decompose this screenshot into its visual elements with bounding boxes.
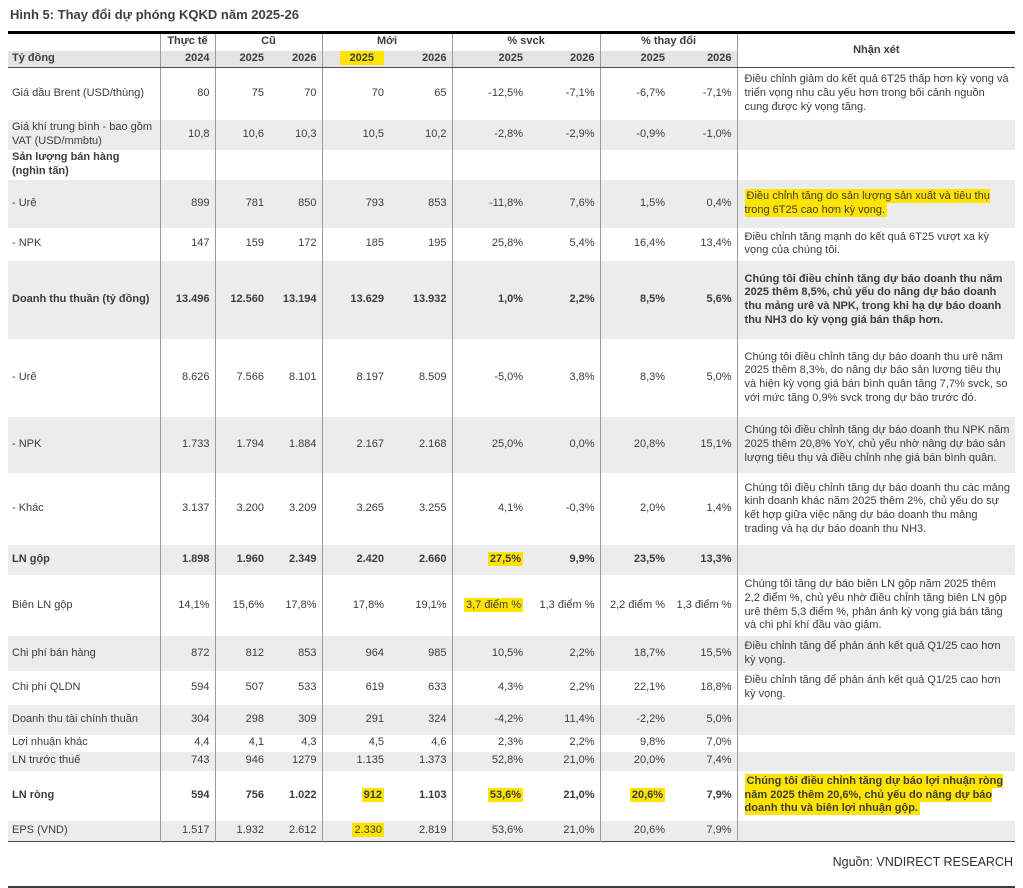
cell-value: 2,2% bbox=[528, 636, 600, 671]
cell-value: 13.194 bbox=[269, 261, 322, 339]
cell-value: 309 bbox=[269, 705, 322, 735]
cell-value: 13.932 bbox=[389, 261, 452, 339]
cell-value: 15,1% bbox=[670, 417, 737, 473]
cell-value: 2.168 bbox=[389, 417, 452, 473]
cell-value: 964 bbox=[322, 636, 389, 671]
table-row-brent bbox=[8, 68, 1015, 120]
cell-value: 4,3 bbox=[269, 735, 322, 752]
cell-value: 5,0% bbox=[670, 339, 737, 417]
cell-value: 3,8% bbox=[528, 339, 600, 417]
cell-value: 12.560 bbox=[215, 261, 269, 339]
cell-value: -0,9% bbox=[600, 120, 670, 150]
cell-value: 1.884 bbox=[269, 417, 322, 473]
cell-value: 594 bbox=[160, 771, 215, 821]
table-row-urea-revenue bbox=[8, 339, 1015, 417]
cell-value bbox=[452, 575, 528, 636]
row-label: LN ròng bbox=[8, 771, 160, 821]
header-group-actual: Thực tế bbox=[160, 33, 215, 51]
cell-value: 2.349 bbox=[269, 545, 322, 575]
cell-value: 3.137 bbox=[160, 473, 215, 545]
cell-value: 2,2% bbox=[528, 261, 600, 339]
cell-value: 25,0% bbox=[452, 417, 528, 473]
table-row-admin-expenses bbox=[8, 671, 1015, 705]
cell-value: 9,8% bbox=[639, 736, 666, 749]
cell-value: 20,6% bbox=[600, 821, 670, 842]
highlighted-comment: Chúng tôi điều chỉnh tăng dự báo lợi nhuận ròng năm 2025 thêm 20,6%, chủ yếu do nâng dự báo doanh thu và biên lợi nhuận gộp. bbox=[744, 774, 1004, 815]
cell-value: 594 bbox=[160, 671, 215, 705]
cell-value: 17,8% bbox=[269, 575, 322, 636]
cell-value: 11,4% bbox=[528, 705, 600, 735]
cell-value: 8,3% bbox=[639, 371, 666, 384]
cell-value bbox=[670, 150, 737, 180]
cell-value: 3.209 bbox=[269, 473, 322, 545]
cell-value: 2,0% bbox=[639, 502, 666, 515]
cell-value bbox=[160, 150, 215, 180]
cell-value: 3.200 bbox=[236, 502, 264, 515]
comment-cell bbox=[737, 120, 1015, 150]
comment-cell: Điều chỉnh tăng để phản ánh kết quả Q1/25 cao hơn kỳ vọng. bbox=[744, 674, 1001, 700]
cell-value: 1,0% bbox=[452, 261, 528, 339]
cell-value bbox=[215, 150, 269, 180]
row-label: - Urê bbox=[8, 339, 160, 417]
cell-value: 15,6% bbox=[232, 598, 264, 611]
cell-value: 70 bbox=[269, 68, 322, 120]
cell-value: 4,5 bbox=[368, 736, 385, 749]
header-empty bbox=[8, 33, 160, 51]
header-year-old-2025: 2025 bbox=[215, 51, 269, 68]
cell-value: 19,1% bbox=[389, 575, 452, 636]
cell-value: 985 bbox=[389, 636, 452, 671]
row-label: Chi phí QLDN bbox=[8, 671, 160, 705]
cell-value: -6,7% bbox=[636, 86, 666, 99]
header-year-change-2025: 2025 bbox=[600, 51, 670, 68]
cell-value: 70 bbox=[371, 86, 385, 99]
comment-cell bbox=[737, 150, 1015, 180]
table-row-other-revenue bbox=[8, 473, 1015, 545]
forecast-table bbox=[8, 31, 1015, 842]
cell-value: 5,0% bbox=[670, 705, 737, 735]
cell-value: 1.898 bbox=[160, 545, 215, 575]
cell-value bbox=[452, 771, 528, 821]
cell-value: 8,5% bbox=[600, 261, 670, 339]
cell-value: 14,1% bbox=[160, 575, 215, 636]
cell-value: -4,2% bbox=[452, 705, 528, 735]
table-row-pretax-profit bbox=[8, 752, 1015, 771]
cell-value: 756 bbox=[245, 788, 264, 801]
cell-value: 7,6% bbox=[528, 180, 600, 228]
cell-value: -2,2% bbox=[600, 705, 670, 735]
cell-value: 853 bbox=[269, 636, 322, 671]
cell-value: 1,4% bbox=[670, 473, 737, 545]
cell-value: 1279 bbox=[269, 752, 322, 771]
cell-value: 7,9% bbox=[670, 821, 737, 842]
cell-value: 21,0% bbox=[528, 821, 600, 842]
cell-value: 13.496 bbox=[160, 261, 215, 339]
cell-value: 15,5% bbox=[670, 636, 737, 671]
cell-value: 4,6 bbox=[389, 735, 452, 752]
header-unit: Tỷ đồng bbox=[8, 51, 160, 68]
cell-value: -0,3% bbox=[528, 473, 600, 545]
cell-value: 5,6% bbox=[670, 261, 737, 339]
table-row-npk-volume bbox=[8, 228, 1015, 262]
cell-value: 52,8% bbox=[452, 752, 528, 771]
cell-value: 2,2% bbox=[528, 671, 600, 705]
cell-value: 743 bbox=[160, 752, 215, 771]
cell-value: 853 bbox=[389, 180, 452, 228]
table-row-gross-profit bbox=[8, 545, 1015, 575]
cell-value: 8.101 bbox=[269, 339, 322, 417]
cell-value: 10,8 bbox=[160, 120, 215, 150]
table-row-gross-margin bbox=[8, 575, 1015, 636]
header-group-change: % thay đổi bbox=[600, 33, 737, 51]
cell-value: 65 bbox=[389, 68, 452, 120]
row-label: Doanh thu tài chính thuần bbox=[8, 705, 160, 735]
highlighted-value: 3,7 điểm % bbox=[466, 598, 522, 611]
cell-value: 2.612 bbox=[269, 821, 322, 842]
cell-value: 7,4% bbox=[670, 752, 737, 771]
cell-value bbox=[322, 150, 389, 180]
cell-value: 2.167 bbox=[322, 417, 389, 473]
cell-value: 619 bbox=[365, 680, 385, 693]
highlighted-value: 20,6% bbox=[631, 788, 664, 801]
cell-value: 23,5% bbox=[600, 545, 670, 575]
highlighted-value: 912 bbox=[363, 788, 383, 801]
cell-value: 298 bbox=[215, 705, 269, 735]
comment-cell bbox=[737, 752, 1015, 771]
cell-value: 10,5% bbox=[452, 636, 528, 671]
header-group-old: Cũ bbox=[215, 33, 322, 51]
cell-value: 781 bbox=[215, 180, 269, 228]
cell-value: 2,2 điểm % bbox=[610, 598, 666, 611]
cell-value: 21,0% bbox=[528, 752, 600, 771]
cell-value: 13.629 bbox=[322, 261, 389, 339]
cell-value bbox=[452, 545, 528, 575]
header-year-new-2026: 2026 bbox=[389, 51, 452, 68]
cell-value: 324 bbox=[389, 705, 452, 735]
cell-value: -12,5% bbox=[488, 86, 524, 99]
cell-value: 185 bbox=[365, 237, 385, 250]
header-year-actual-2024: 2024 bbox=[160, 51, 215, 68]
cell-value bbox=[452, 150, 528, 180]
cell-value: 1.960 bbox=[215, 545, 269, 575]
cell-value: 8.509 bbox=[389, 339, 452, 417]
comment-cell: Điều chỉnh tăng để phản ánh kết quả Q1/25 cao hơn kỳ vọng. bbox=[737, 636, 1015, 671]
cell-value: 533 bbox=[269, 671, 322, 705]
row-label: Chi phí bán hàng bbox=[8, 636, 160, 671]
cell-value bbox=[528, 150, 600, 180]
cell-value: 17,8% bbox=[352, 598, 385, 611]
cell-value: 20,8% bbox=[600, 417, 670, 473]
row-label: Doanh thu thuần (tỷ đồng) bbox=[8, 261, 160, 339]
cell-value: 793 bbox=[322, 180, 389, 228]
cell-value: 21,0% bbox=[528, 771, 600, 821]
cell-value bbox=[322, 821, 389, 842]
cell-value: 4,3% bbox=[497, 680, 524, 693]
cell-value: 2,2% bbox=[528, 735, 600, 752]
row-label: Giá khí trung bình - bao gồm VAT (USD/mmbtu) bbox=[8, 120, 160, 150]
cell-value: 946 bbox=[215, 752, 269, 771]
cell-value: 10,6 bbox=[215, 120, 269, 150]
cell-value: 1,3 điểm % bbox=[528, 575, 600, 636]
cell-value: 507 bbox=[245, 680, 264, 693]
highlighted-value: 27,5% bbox=[489, 553, 522, 566]
cell-value: 633 bbox=[389, 671, 452, 705]
cell-value: 5,4% bbox=[528, 228, 600, 262]
comment-cell bbox=[737, 735, 1015, 752]
header-year-yoy-2025: 2025 bbox=[452, 51, 528, 68]
row-label: Biên LN gộp bbox=[8, 575, 160, 636]
table-row-net-financial-income bbox=[8, 705, 1015, 735]
cell-value: -1,0% bbox=[670, 120, 737, 150]
figure-title: Hình 5: Thay đổi dự phóng KQKD năm 2025-26 bbox=[10, 7, 299, 22]
cell-value: 10,3 bbox=[269, 120, 322, 150]
cell-value: 3.265 bbox=[356, 502, 385, 515]
cell-value: 13,3% bbox=[670, 545, 737, 575]
cell-value: 812 bbox=[215, 636, 269, 671]
row-label: EPS (VND) bbox=[8, 821, 160, 842]
cell-value: 1,5% bbox=[600, 180, 670, 228]
cell-value: 80 bbox=[160, 68, 215, 120]
cell-value: 3.255 bbox=[389, 473, 452, 545]
cell-value bbox=[600, 771, 670, 821]
cell-value: 1,3 điểm % bbox=[670, 575, 737, 636]
cell-value: 1.932 bbox=[215, 821, 269, 842]
cell-value: 22,1% bbox=[633, 680, 666, 693]
table-row-urea-volume bbox=[8, 180, 1015, 228]
cell-value bbox=[269, 150, 322, 180]
cell-value: -7,1% bbox=[670, 68, 737, 120]
cell-value: 0,0% bbox=[528, 417, 600, 473]
cell-value bbox=[322, 771, 389, 821]
row-label: - Urê bbox=[8, 180, 160, 228]
cell-value: -7,1% bbox=[528, 68, 600, 120]
table-row-sales-volume-header bbox=[8, 150, 1015, 180]
cell-value: 16,4% bbox=[633, 237, 666, 250]
table-row-other-profit bbox=[8, 735, 1015, 752]
cell-value bbox=[600, 150, 670, 180]
cell-value: -2,8% bbox=[452, 120, 528, 150]
table-row-eps bbox=[8, 821, 1015, 842]
header-year-old-2026: 2026 bbox=[269, 51, 322, 68]
cell-value: 304 bbox=[160, 705, 215, 735]
cell-value: 2.819 bbox=[389, 821, 452, 842]
row-label: LN trước thuế bbox=[8, 752, 160, 771]
row-label: Lợi nhuận khác bbox=[8, 735, 160, 752]
header-group-yoy: % svck bbox=[452, 33, 600, 51]
row-label: - NPK bbox=[8, 417, 160, 473]
cell-value: 20,0% bbox=[600, 752, 670, 771]
comment-cell: Chúng tôi tăng dự báo biên LN gộp năm 2025 thêm 2,2 điểm %, chủ yếu nhờ điều chỉnh tăng biên LN gộp urê thêm 5,3 điểm %, phản ánh kỳ vọng giá bán tăng và chi phí khí đầu vào giảm. bbox=[744, 578, 1007, 632]
cell-value: 75 bbox=[251, 86, 264, 99]
cell-value: 53,6% bbox=[452, 821, 528, 842]
row-label: - Khác bbox=[8, 473, 160, 545]
row-label: LN gộp bbox=[8, 545, 160, 575]
cell-value: 147 bbox=[160, 228, 215, 262]
cell-value: 1.517 bbox=[160, 821, 215, 842]
row-label: Giá dầu Brent (USD/thùng) bbox=[8, 68, 160, 120]
cell-value: 13,4% bbox=[670, 228, 737, 262]
cell-value: -11,8% bbox=[452, 180, 528, 228]
cell-value: 7.566 bbox=[236, 371, 264, 384]
table-row-net-revenue bbox=[8, 261, 1015, 339]
cell-value: 2.420 bbox=[322, 545, 389, 575]
table-row-gas-price bbox=[8, 120, 1015, 150]
source-note: Nguồn: VNDIRECT RESEARCH bbox=[832, 855, 1013, 869]
cell-value: 1.373 bbox=[389, 752, 452, 771]
header-year-change-2026: 2026 bbox=[670, 51, 737, 68]
cell-value: 18,8% bbox=[670, 671, 737, 705]
cell-value: 25,8% bbox=[491, 237, 524, 250]
header-year-yoy-2026: 2026 bbox=[528, 51, 600, 68]
comment-cell bbox=[737, 705, 1015, 735]
comment-cell: Chúng tôi điều chỉnh tăng dự báo doanh thu năm 2025 thêm 8,5%, chủ yếu do nâng dự báo doanh thu mảng urê và NPK, trong khi hạ dự báo doanh thu NH3 do kỳ vọng giá bán thấp hơn. bbox=[737, 261, 1015, 339]
cell-value: 1.103 bbox=[389, 771, 452, 821]
highlighted-value: 53,6% bbox=[489, 788, 522, 801]
cell-value: 9,9% bbox=[528, 545, 600, 575]
comment-cell: Điều chỉnh tăng mạnh do kết quả 6T25 vượt xa kỳ vọng của chúng tôi. bbox=[744, 230, 990, 257]
cell-value: 1.794 bbox=[215, 417, 269, 473]
cell-value: 8.626 bbox=[160, 339, 215, 417]
cell-value: 7,9% bbox=[670, 771, 737, 821]
highlight-new-2025: 2025 bbox=[340, 51, 384, 65]
comment-cell: Chúng tôi điều chỉnh tăng dự báo doanh thu urê năm 2025 thêm 8,3%, do nâng dự báo sản lượng tiêu thụ và hiện kỳ vọng giá bán bình quân tăng 7,7% svck, so với mức tăng 0,9% svck trong dự báo trước đó. bbox=[744, 350, 1008, 404]
highlighted-value: 2.330 bbox=[354, 823, 383, 836]
header-group-comment: Nhận xét bbox=[737, 33, 1015, 68]
cell-value: 1.733 bbox=[160, 417, 215, 473]
header-group-row bbox=[8, 33, 1015, 51]
comment-cell: Chúng tôi điều chỉnh tăng dự báo doanh thu các mảng kinh doanh khác năm 2025 thêm 2%, chủ yếu do sự kết hợp giữa việc nâng dự báo doanh thu mảng trading và hạ dự báo doanh thu NH3. bbox=[744, 481, 1010, 535]
header-year-new-2025 bbox=[322, 51, 389, 68]
cell-value: 7,0% bbox=[670, 735, 737, 752]
header-group-new: Mới bbox=[322, 33, 452, 51]
comment-cell bbox=[737, 180, 1015, 228]
row-label: - NPK bbox=[8, 228, 160, 262]
cell-value: 850 bbox=[269, 180, 322, 228]
cell-value: 899 bbox=[160, 180, 215, 228]
cell-value: 4,1% bbox=[497, 502, 524, 515]
row-label: Sản lượng bán hàng (nghìn tấn) bbox=[8, 150, 160, 180]
cell-value: 172 bbox=[269, 228, 322, 262]
comment-cell: Điều chỉnh giảm do kết quả 6T25 thấp hơn kỳ vọng và triển vọng nhu cầu yếu hơn trong bối cảnh nguồn cung được kỳ vọng tăng. bbox=[744, 73, 1009, 113]
cell-value bbox=[389, 150, 452, 180]
cell-value: 1.022 bbox=[269, 771, 322, 821]
comment-cell: Chúng tôi điều chỉnh tăng dự báo doanh thu NPK năm 2025 thêm 20,8% YoY, chủ yếu nhờ nâng dự báo sản lượng tiêu thụ và điều chỉnh nhẹ giá bán bình quân. bbox=[737, 417, 1015, 473]
comment-cell bbox=[737, 821, 1015, 842]
cell-value: 10,5 bbox=[322, 120, 389, 150]
cell-value: 2.660 bbox=[389, 545, 452, 575]
highlighted-comment: Điều chỉnh tăng do sản lượng sản xuất và tiêu thụ trong 6T25 cao hơn kỳ vọng. bbox=[744, 189, 990, 216]
cell-value: -2,9% bbox=[528, 120, 600, 150]
cell-value: 159 bbox=[245, 237, 264, 250]
cell-value: 18,7% bbox=[600, 636, 670, 671]
cell-value: 872 bbox=[160, 636, 215, 671]
cell-value: 4,4 bbox=[160, 735, 215, 752]
cell-value: 4,1 bbox=[248, 736, 264, 749]
cell-value: 291 bbox=[322, 705, 389, 735]
table-row-selling-expenses bbox=[8, 636, 1015, 671]
table-row-net-profit bbox=[8, 771, 1015, 821]
cell-value: 0,4% bbox=[670, 180, 737, 228]
cell-value: 2,3% bbox=[497, 736, 524, 749]
cell-value: 1.135 bbox=[322, 752, 389, 771]
cell-value: 195 bbox=[389, 228, 452, 262]
cell-value: 8.197 bbox=[356, 371, 385, 384]
comment-cell bbox=[737, 771, 1015, 821]
comment-cell bbox=[737, 545, 1015, 575]
table-row-npk-revenue bbox=[8, 417, 1015, 473]
cell-value: 10,2 bbox=[389, 120, 452, 150]
cell-value: -5,0% bbox=[494, 371, 524, 384]
